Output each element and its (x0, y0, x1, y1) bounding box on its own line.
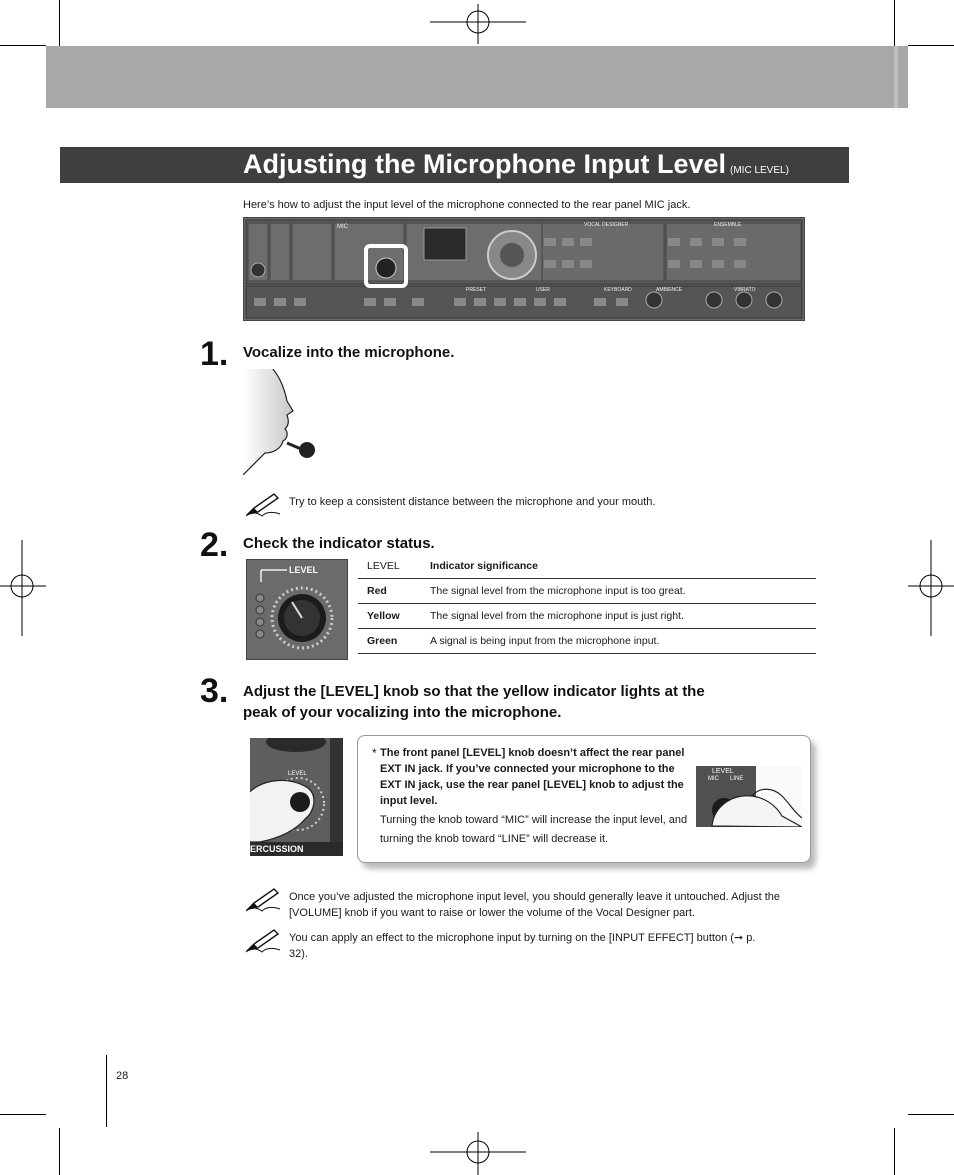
page-margin-line (106, 1055, 107, 1127)
column-header-level: LEVEL (358, 554, 421, 579)
table-row (358, 629, 816, 654)
significance-red: The signal level from the microphone input is too great. (421, 579, 816, 604)
rear-level-knob-illustration (696, 766, 802, 827)
crop-mark (0, 45, 46, 46)
page-title: Adjusting the Microphone Input Level (MIC LEVEL) (243, 149, 789, 179)
column-header-significance: Indicator significance (421, 554, 816, 579)
registration-mark-bottom (430, 1132, 526, 1175)
rear-line-label: LINE (730, 776, 744, 782)
indicator-table (358, 554, 816, 654)
vocalizing-face-illustration (243, 369, 323, 477)
intro-text: Here’s how to adjust the input level of the microphone connected to the rear panel MIC jack. (243, 199, 691, 211)
table-row (358, 579, 816, 604)
photo-percussion-label: ERCUSSION (250, 844, 304, 854)
panel-label-ensemble: ENSEMBLE (714, 222, 742, 228)
panel-label-user: USER (536, 287, 550, 293)
level-yellow: Yellow (358, 604, 421, 629)
panel-label-keyboard: KEYBOARD (604, 287, 632, 293)
registration-mark-left (0, 540, 46, 636)
pencil-note-icon (244, 926, 282, 954)
pencil-note-icon (244, 490, 282, 518)
step-1-number: 1. (200, 335, 229, 373)
panel-label-mic: MIC (337, 224, 348, 230)
level-knob-label: LEVEL (289, 565, 319, 575)
front-panel-illustration (243, 217, 805, 321)
step-2-heading: Check the indicator status. (243, 535, 435, 552)
header-band (46, 46, 908, 108)
step-3-heading (243, 681, 705, 723)
step-3-number: 3. (200, 672, 229, 710)
page-number: 28 (116, 1070, 129, 1082)
table-row (358, 604, 816, 629)
crop-mark (908, 1114, 954, 1115)
panel-label-vocal-designer: VOCAL DESIGNER (584, 222, 629, 228)
rear-panel-callout (357, 735, 811, 863)
callout-bold-text: The front panel [LEVEL] knob doesn’t affect the rear panel EXT IN jack. If you’ve connected your microphone to the EXT IN jack, use the rear panel [LEVEL] knob to adjust the input level. (380, 747, 685, 807)
panel-label-preset: PRESET (466, 287, 487, 293)
step-1-heading: Vocalize into the microphone. (243, 344, 455, 361)
panel-label-vibrato: VIBRATO (734, 287, 756, 293)
rear-level-label: LEVEL (712, 768, 734, 775)
note-input-effect: You can apply an effect to the microphone input by turning on the [INPUT EFFECT] button (➞ p. 32). (289, 932, 756, 960)
page-subtitle: (MIC LEVEL) (730, 165, 789, 176)
panel-label-ambience: AMBIENCE (656, 287, 683, 293)
note-volume: Once you’ve adjusted the microphone input level, you should generally leave it untouched. Adjust the [VOLUME] knob if you want to raise or lower the volume of the Vocal Designer part. (289, 891, 781, 919)
callout-plain-text: Turning the knob toward “MIC” will increase the input level, and turning the knob toward “LINE” will decrease it. (380, 814, 688, 845)
crop-mark (894, 1128, 895, 1175)
crop-mark (894, 0, 895, 46)
significance-green: A signal is being input from the microphone input. (421, 629, 816, 654)
indicator-table-header (358, 554, 816, 579)
pencil-note-icon (244, 885, 282, 913)
rear-mic-label: MIC (708, 776, 719, 782)
crop-mark (59, 0, 60, 46)
registration-mark-right (908, 540, 954, 636)
crop-mark (0, 1114, 46, 1115)
level-red: Red (358, 579, 421, 604)
level-knob-illustration (246, 559, 348, 660)
crop-mark (908, 45, 954, 46)
step-2-number: 2. (200, 526, 229, 564)
callout-asterisk: * (372, 746, 377, 760)
hand-turning-knob-photo (250, 738, 343, 856)
significance-yellow: The signal level from the microphone input is just right. (421, 604, 816, 629)
photo-level-label: LEVEL (288, 771, 307, 777)
crop-mark (59, 1128, 60, 1175)
step-3-heading-line-2: peak of your vocalizing into the microphone. (243, 704, 562, 721)
registration-mark-top (430, 4, 526, 44)
level-green: Green (358, 629, 421, 654)
step-1-note: Try to keep a consistent distance between the microphone and your mouth. (289, 496, 656, 508)
step-3-heading-line-1: Adjust the [LEVEL] knob so that the yellow indicator lights at the (243, 683, 705, 700)
